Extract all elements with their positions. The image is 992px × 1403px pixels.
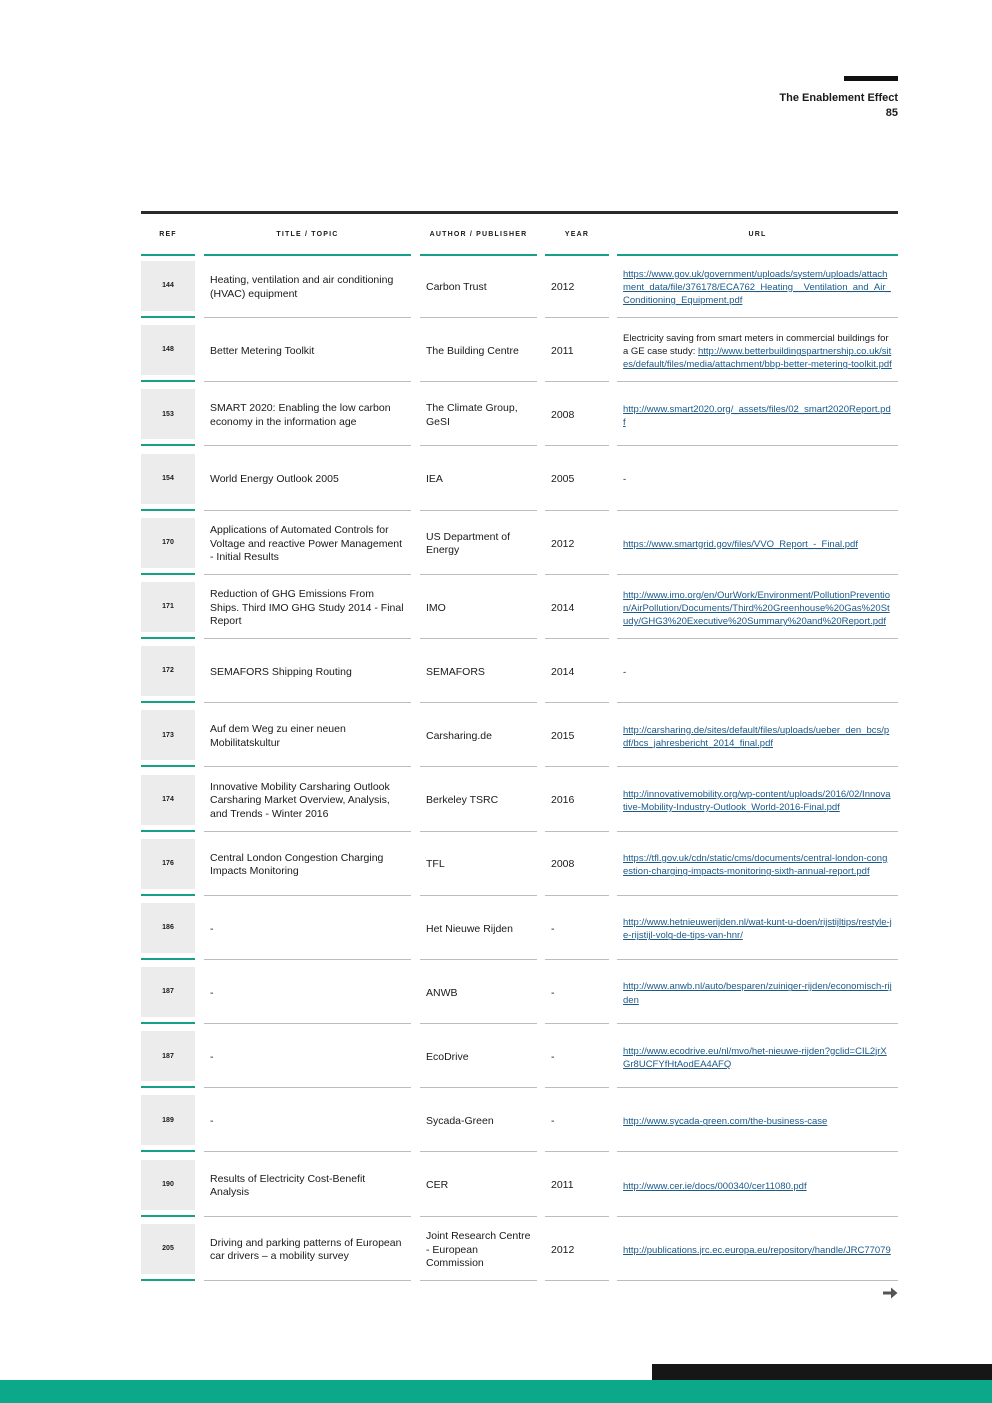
url-content	[623, 852, 892, 878]
column-header-author: AUTHOR / PUBLISHER	[420, 214, 537, 256]
year-cell: -	[545, 1028, 609, 1088]
table-row	[141, 1025, 898, 1089]
ref-underline	[141, 958, 195, 960]
year-cell: 2011	[545, 322, 609, 382]
ref-underline	[141, 1022, 195, 1024]
url-cell	[617, 643, 898, 703]
year-cell: 2014	[545, 579, 609, 639]
title-cell	[204, 1157, 411, 1217]
table-row	[141, 319, 898, 383]
ref-underline	[141, 894, 195, 896]
url-cell	[617, 1221, 898, 1281]
title-text: SMART 2020: Enabling the low carbon economy in the information age	[210, 402, 391, 428]
author-cell	[420, 258, 537, 318]
table-row	[141, 1218, 898, 1282]
title-cell	[204, 258, 411, 318]
table-row	[141, 576, 898, 640]
title-cell	[204, 1092, 411, 1152]
ref-cell: 186	[141, 903, 195, 953]
url-content	[623, 403, 892, 429]
ref-underline	[141, 1150, 195, 1152]
ref-cell: 205	[141, 1224, 195, 1274]
url-link[interactable]: https://www.smartgrid.gov/files/VVO_Report_-_Final.pdf	[623, 538, 858, 550]
ref-cell: 187	[141, 967, 195, 1017]
ref-cell: 173	[141, 710, 195, 760]
column-header-ref: REF	[141, 214, 195, 256]
author-cell	[420, 515, 537, 575]
url-link[interactable]: http://publications.jrc.ec.europa.eu/repository/handle/JRC77079	[623, 1244, 891, 1256]
url-content	[623, 332, 892, 372]
ref-underline	[141, 509, 195, 511]
document-title: The Enablement Effect	[779, 92, 898, 104]
title-text: Driving and parking patterns of European car drivers – a mobility survey	[210, 1236, 402, 1263]
ref-underline	[141, 380, 195, 382]
url-prefix-text: -	[623, 667, 627, 679]
year-cell: -	[545, 900, 609, 960]
author-cell	[420, 1221, 537, 1281]
year-cell: 2011	[545, 1157, 609, 1217]
page-number: 85	[885, 107, 898, 119]
title-text: Better Metering Toolkit	[210, 344, 315, 357]
url-content	[623, 666, 626, 679]
year-cell: 2008	[545, 386, 609, 446]
table-row	[141, 1089, 898, 1153]
url-content	[623, 788, 892, 814]
author-text: TFL	[426, 858, 445, 871]
table-header	[141, 214, 898, 255]
ref-cell: 148	[141, 325, 195, 375]
ref-cell: 170	[141, 518, 195, 568]
ref-underline	[141, 444, 195, 446]
author-text: US Department of Energy	[426, 530, 511, 557]
author-cell	[420, 386, 537, 446]
url-link[interactable]: http://www.smart2020.org/_assets/files/02_smart2020Report.pdf	[623, 403, 891, 428]
author-cell	[420, 643, 537, 703]
title-text: World Energy Outlook 2005	[210, 473, 339, 486]
url-prefix-text: Electricity saving from smart meters in commercial buildings for a GE case study:	[623, 332, 889, 358]
ref-underline	[141, 701, 195, 703]
year-cell: 2014	[545, 643, 609, 703]
url-link[interactable]: http://www.anwb.nl/auto/besparen/zuiniger-rijden/economisch-rijden	[623, 981, 892, 1006]
url-content	[623, 916, 892, 942]
ref-underline	[141, 1279, 195, 1281]
title-text: Reduction of GHG Emissions From Ships. Third IMO GHG Study 2014 - Final Report	[210, 588, 404, 628]
title-cell	[204, 1221, 411, 1281]
header-rule	[844, 76, 898, 81]
author-cell	[420, 1157, 537, 1217]
year-cell: 2012	[545, 258, 609, 318]
url-cell	[617, 258, 898, 318]
url-link[interactable]: https://www.gov.uk/government/uploads/system/uploads/attachment_data/file/376178/ECA762_Heating__Ventilation_and_Air_Conditioning_Equipment.pdf	[623, 268, 891, 307]
year-cell: 2008	[545, 836, 609, 896]
table-row	[141, 704, 898, 768]
author-text: ANWB	[426, 986, 458, 999]
ref-cell: 176	[141, 839, 195, 889]
title-cell	[204, 515, 411, 575]
arrow-right-icon[interactable]	[881, 1284, 899, 1302]
ref-cell: 190	[141, 1160, 195, 1210]
url-link[interactable]: http://www.imo.org/en/OurWork/Environment/PollutionPrevention/AirPollution/Documents/Third%20Greenhouse%20Gas%20Study/GHG3%20Executive%20Summary%20and%20Report.pdf	[623, 589, 890, 628]
url-content	[623, 589, 892, 629]
url-content	[623, 538, 858, 551]
table-row	[141, 833, 898, 897]
title-text: Results of Electricity Cost-Benefit Analysis	[210, 1172, 366, 1199]
ref-cell: 187	[141, 1031, 195, 1081]
url-link[interactable]: http://carsharing.de/sites/default/files/uploads/ueber_den_bcs/pdf/bcs_jahresbericht_2014_final.pdf	[623, 724, 890, 749]
url-cell	[617, 900, 898, 960]
year-cell: 2016	[545, 772, 609, 832]
url-content	[623, 268, 892, 308]
author-cell	[420, 322, 537, 382]
title-text: -	[210, 1115, 214, 1128]
url-cell	[617, 451, 898, 511]
title-text: -	[210, 1051, 214, 1064]
title-cell	[204, 772, 411, 832]
title-cell	[204, 900, 411, 960]
title-cell	[204, 322, 411, 382]
author-text: EcoDrive	[426, 1051, 469, 1064]
url-content	[623, 1045, 892, 1071]
ref-underline	[141, 1086, 195, 1088]
author-cell	[420, 772, 537, 832]
url-link[interactable]: http://www.hetnieuwerijden.nl/wat-kunt-u-doen/rijstijltips/restyle-je-rijstijl-volg-de-tips-van-hnr/	[623, 917, 892, 942]
year-cell: 2012	[545, 1221, 609, 1281]
author-text: CER	[426, 1179, 449, 1192]
title-text: -	[210, 986, 214, 999]
author-text: IEA	[426, 473, 443, 486]
url-cell	[617, 836, 898, 896]
table-row	[141, 1154, 898, 1218]
author-text: The Climate Group, GeSI	[426, 402, 518, 428]
url-cell	[617, 515, 898, 575]
column-header-title: TITLE / TOPIC	[204, 214, 411, 256]
url-link[interactable]: http://innovativemobility.org/wp-content/uploads/2016/02/Innovative-Mobility-Industry-Outlook_World-2016-Final.pdf	[623, 788, 891, 813]
ref-underline	[141, 765, 195, 767]
url-prefix-text: -	[623, 474, 627, 486]
url-content	[623, 980, 892, 1006]
url-link[interactable]: http://www.ecodrive.eu/nl/mvo/het-nieuwe-rijden?gclid=CIL2jrXGr8UCFYfHtAodEA4AFQ	[623, 1045, 887, 1070]
author-cell	[420, 900, 537, 960]
author-text: SEMAFORS	[426, 665, 485, 678]
ref-cell: 154	[141, 454, 195, 504]
url-link[interactable]: http://www.sycada-green.com/the-business-case	[623, 1116, 828, 1128]
table-row	[141, 512, 898, 576]
title-cell	[204, 964, 411, 1024]
author-cell	[420, 964, 537, 1024]
ref-underline	[141, 573, 195, 575]
author-cell	[420, 707, 537, 767]
author-cell	[420, 1028, 537, 1088]
ref-cell: 153	[141, 389, 195, 439]
ref-cell: 171	[141, 582, 195, 632]
title-text: Applications of Automated Controls for Voltage and reactive Power Management - Initial Results	[210, 524, 403, 563]
url-link[interactable]: http://www.betterbuildingspartnership.co.uk/sites/default/files/media/attachment/bbp-better-metering-toolkit.pdf	[623, 346, 892, 371]
column-header-url: URL	[617, 214, 898, 256]
references-table	[141, 211, 898, 1282]
author-text: Carsharing.de	[426, 730, 492, 743]
column-header-year: YEAR	[545, 214, 609, 256]
ref-underline	[141, 830, 195, 832]
ref-cell: 189	[141, 1095, 195, 1145]
url-link[interactable]: http://www.cer.ie/docs/000340/cer11080.pdf	[623, 1180, 807, 1192]
title-cell	[204, 386, 411, 446]
author-cell	[420, 1092, 537, 1152]
url-link[interactable]: https://tfl.gov.uk/cdn/static/cms/documents/central-london-congestion-charging-impacts-monitoring-sixth-annual-report.pdf	[623, 852, 888, 878]
ref-cell: 172	[141, 646, 195, 696]
author-text: The Building Centre	[426, 344, 519, 357]
url-cell	[617, 707, 898, 767]
author-text: Het Nieuwe Rijden	[426, 922, 513, 935]
author-cell	[420, 836, 537, 896]
url-cell	[617, 1092, 898, 1152]
table-row	[141, 448, 898, 512]
title-cell	[204, 1028, 411, 1088]
url-cell	[617, 964, 898, 1024]
title-text: Central London Congestion Charging Impacts Monitoring	[210, 851, 384, 878]
author-cell	[420, 451, 537, 511]
title-text: -	[210, 922, 214, 935]
table-row	[141, 255, 898, 319]
url-content	[623, 473, 626, 486]
ref-underline	[141, 1215, 195, 1217]
table-row	[141, 961, 898, 1025]
url-cell	[617, 1157, 898, 1217]
year-cell: 2005	[545, 451, 609, 511]
year-cell: 2012	[545, 515, 609, 575]
year-cell: 2015	[545, 707, 609, 767]
ref-cell: 174	[141, 775, 195, 825]
url-content	[623, 724, 892, 750]
title-text: Heating, ventilation and air conditioning (HVAC) equipment	[210, 274, 394, 300]
table-row	[141, 640, 898, 704]
author-text: Sycada-Green	[426, 1115, 494, 1128]
ref-underline	[141, 637, 195, 639]
table-row	[141, 383, 898, 447]
url-content	[623, 1180, 807, 1193]
table-row	[141, 769, 898, 833]
ref-cell: 144	[141, 261, 195, 311]
url-cell	[617, 386, 898, 446]
table-row	[141, 897, 898, 961]
url-cell	[617, 772, 898, 832]
title-cell	[204, 643, 411, 703]
title-cell	[204, 579, 411, 639]
title-cell	[204, 707, 411, 767]
ref-underline	[141, 316, 195, 318]
url-cell	[617, 322, 898, 382]
footer-green-bar	[0, 1380, 992, 1403]
url-cell	[617, 579, 898, 639]
author-text: Berkeley TSRC	[426, 794, 499, 807]
url-content	[623, 1244, 891, 1257]
title-text: SEMAFORS Shipping Routing	[210, 665, 352, 678]
url-content	[623, 1115, 827, 1128]
author-cell	[420, 579, 537, 639]
year-cell: -	[545, 1092, 609, 1152]
year-cell: -	[545, 964, 609, 1024]
title-cell	[204, 836, 411, 896]
title-text: Innovative Mobility Carsharing Outlook Carsharing Market Overview, Analysis, and Trends - Winter 2016	[210, 780, 390, 820]
table-body	[141, 255, 898, 1282]
title-text: Auf dem Weg zu einer neuen Mobilitatskultur	[210, 723, 346, 749]
url-cell	[617, 1028, 898, 1088]
title-cell	[204, 451, 411, 511]
author-text: IMO	[426, 601, 446, 614]
author-text: Carbon Trust	[426, 280, 487, 293]
author-text: Joint Research Centre - European Commission	[426, 1230, 531, 1270]
